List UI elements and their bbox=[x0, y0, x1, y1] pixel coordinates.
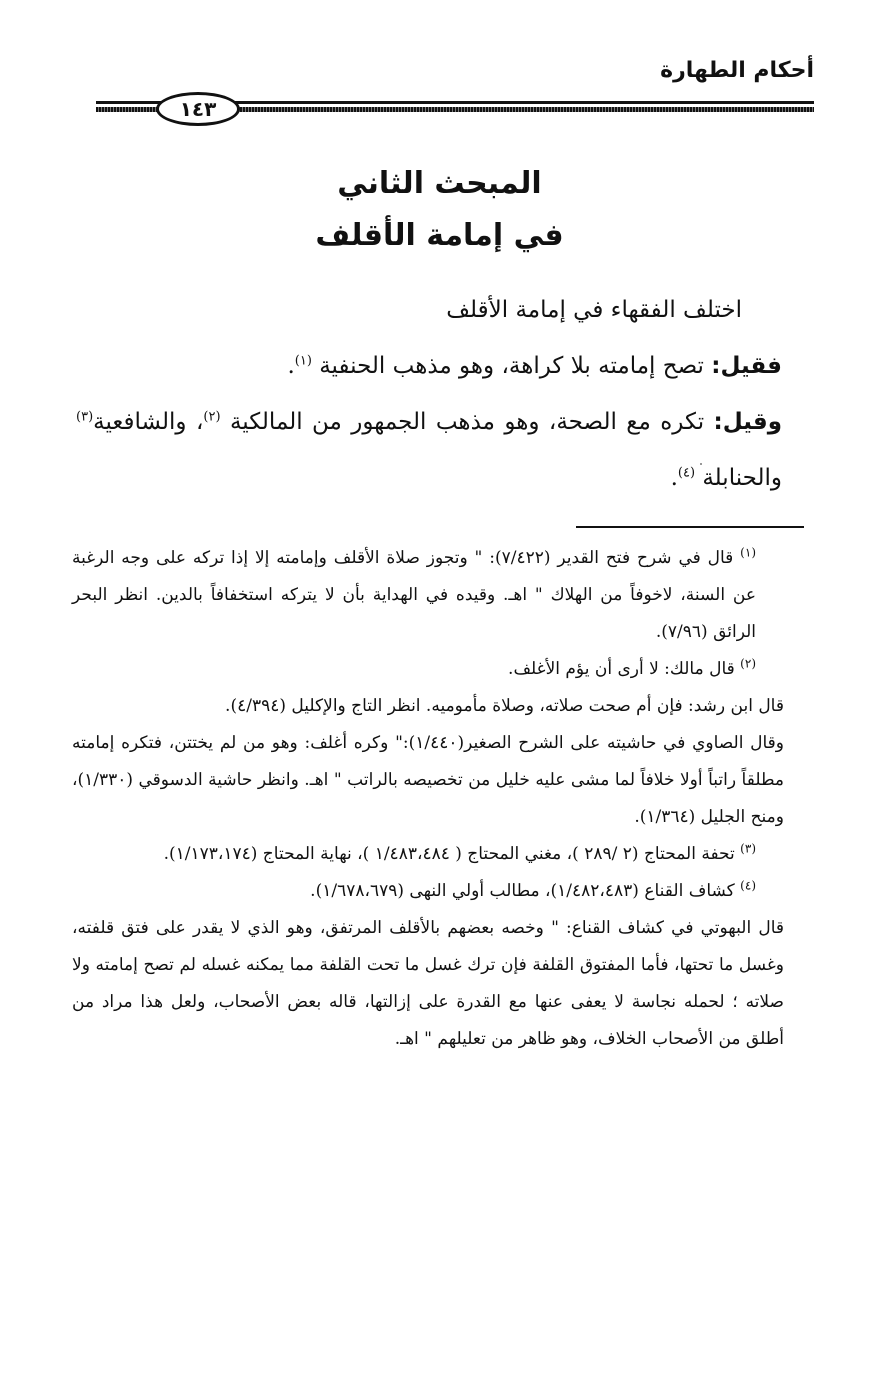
footnote-ref-1[interactable]: (١) bbox=[294, 353, 312, 369]
view-two-end: . bbox=[670, 465, 678, 491]
intro-line: اختلف الفقهاء في إمامة الأقلف bbox=[446, 297, 742, 323]
footnote-2-mark: (٢) bbox=[740, 656, 756, 671]
view-two bbox=[76, 394, 782, 506]
margin-speck bbox=[700, 463, 702, 465]
main-text bbox=[76, 282, 782, 506]
section-heading bbox=[0, 158, 879, 262]
page-header bbox=[96, 58, 814, 128]
footnote-3 bbox=[72, 836, 784, 873]
view-two-text: تكره مع الصحة، وهو مذهب الجمهور من المالكية bbox=[220, 409, 714, 435]
footnote-4-para-2: قال البهوتي في كشاف القناع: " وخصه بعضهم بالأقلف المرتفق، وهو الذي لا يقدر على فتق قلفته، وغسل ما تحتها، فأما المفتوق القلفة فإن ترك غسل ما تحت القلفة مما يمكنه غسله لم تصح إمامته ولا صلاته ؛ لحمله نجاسة لا يعفى عنها مع القدرة على إزالتها، قاله بعض الأصحاب، ولعل هذا مراد من أطلق من الأصحاب الخلاف، وهو ظاهر من تعليلهم " اهـ. bbox=[72, 918, 784, 1049]
page-number: ١٤٣ bbox=[156, 92, 240, 126]
footnote-2-para-3: وقال الصاوي في حاشيته على الشرح الصغير(١/٤٤٠):" وكره أغلف: وهو من لم يختتن، فتكره إمامته مطلقاً راتباً أولا خلافاً لما مشى عليه خليل من تخصيصه بالراتب " اهـ. وانظر حاشية الدسوقي (١/٣٣٠)، ومنح الجليل (١/٣٦٤). bbox=[72, 733, 784, 827]
footnote-1-text: قال في شرح فتح القدير (٧/٤٢٢): " وتجوز صلاة الأقلف وإمامته إلا إذا تركه على وجه الرغبة عن السنة، لاخوفاً من الهلاك " اهـ. وقيده في الهداية بأن لا يتركه استخفافاً بالدين. انظر البحر الرائق (٧/٩٦). bbox=[72, 548, 756, 642]
footnote-2-text: قال مالك: لا أرى أن يؤم الأغلف. bbox=[508, 659, 741, 679]
footnote-3-mark: (٣) bbox=[740, 841, 756, 856]
footnote-4-text: كشاف القناع (١/٤٨٢،٤٨٣)، مطالب أولي النهى (١/٦٧٨،٦٧٩). bbox=[310, 881, 741, 901]
footnote-4 bbox=[72, 873, 784, 910]
view-one-text: تصح إمامته بلا كراهة، وهو مذهب الحنفية bbox=[311, 353, 712, 379]
view-one bbox=[76, 338, 782, 394]
running-head: أحكام الطهارة bbox=[660, 58, 814, 83]
footnote-4-mark: (٤) bbox=[740, 878, 756, 893]
footnote-1-mark: (١) bbox=[740, 545, 756, 560]
view-one-end: . bbox=[287, 353, 295, 379]
footnote-2 bbox=[72, 651, 784, 688]
footnote-1 bbox=[72, 540, 784, 651]
footnote-3-text: تحفة المحتاج (٢ /٢٨٩ )، مغني المحتاج ( ١/٤٨٣،٤٨٤ )، نهاية المحتاج (١/١٧٣،١٧٤). bbox=[163, 844, 741, 864]
view-two-mid: ، والشافعية bbox=[93, 409, 204, 435]
footnote-separator bbox=[576, 526, 804, 528]
footnotes bbox=[72, 540, 784, 1058]
footnote-ref-4[interactable]: (٤) bbox=[677, 465, 696, 481]
subject-title: في إمامة الأقلف bbox=[315, 218, 564, 253]
view-two-mid2: والحنابلة bbox=[695, 465, 782, 491]
chapter-title: المبحث الثاني bbox=[337, 166, 542, 201]
footnote-ref-3[interactable]: (٣) bbox=[76, 409, 94, 425]
view-one-lead: فقيل: bbox=[711, 353, 782, 379]
view-two-lead: وقيل: bbox=[713, 409, 783, 435]
footnote-2-para-2: قال ابن رشد: فإن أم صحت صلاته، وصلاة مأموميه. انظر التاج والإكليل (٤/٣٩٤). bbox=[225, 696, 784, 716]
footnote-ref-2[interactable]: (٢) bbox=[203, 409, 221, 425]
